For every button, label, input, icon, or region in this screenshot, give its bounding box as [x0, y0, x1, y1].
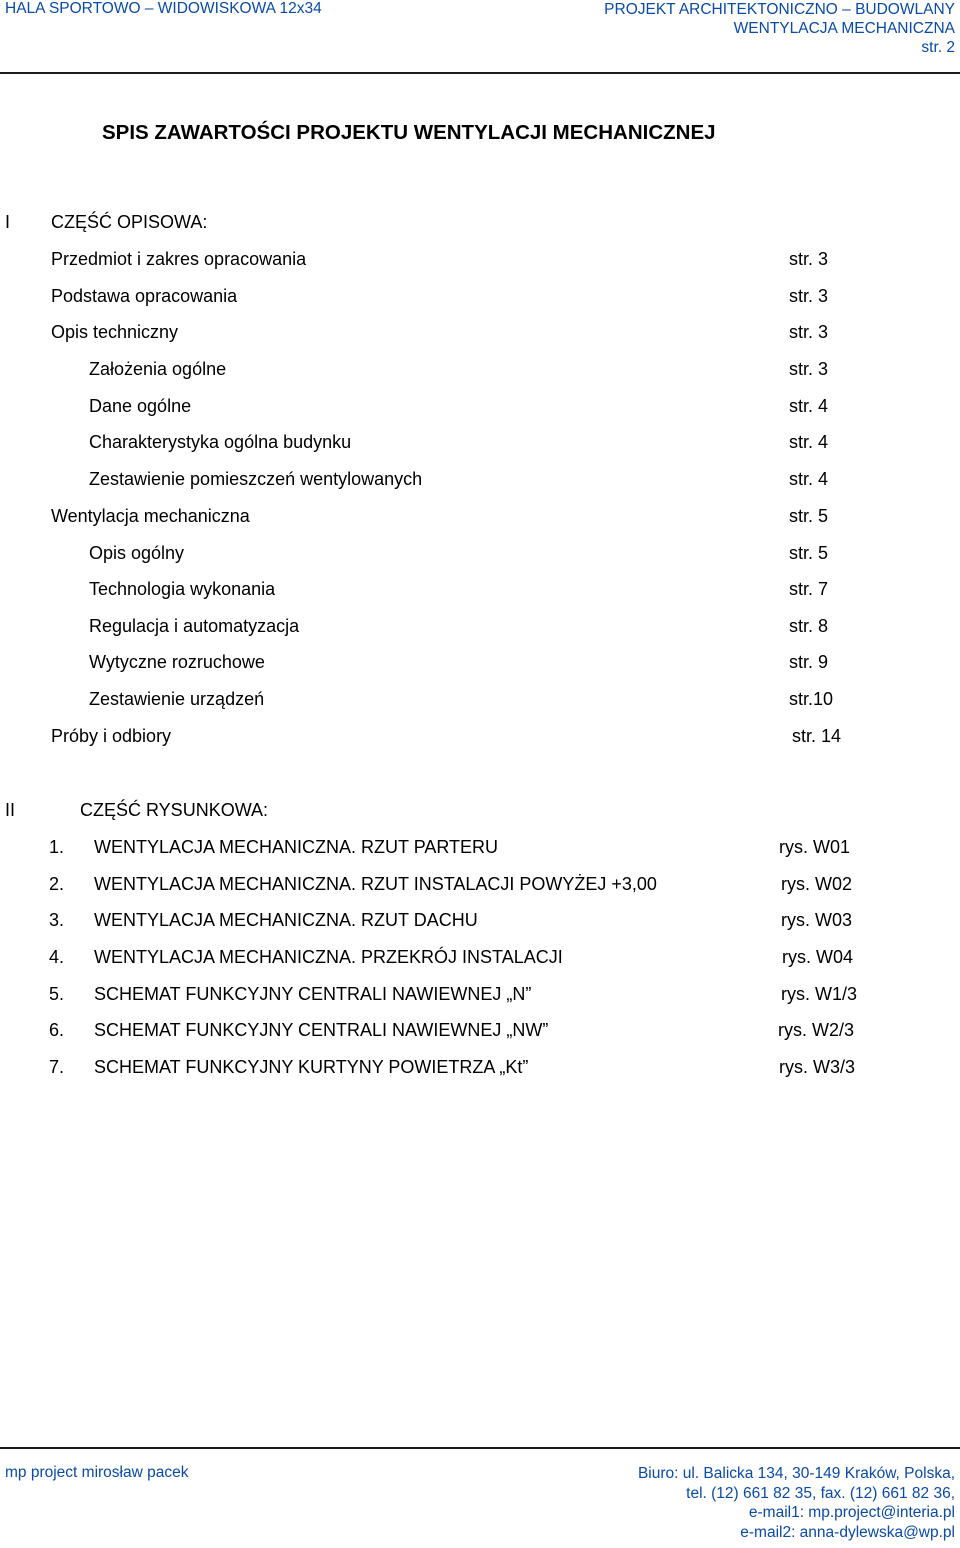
- toc-page: str. 4: [789, 469, 829, 489]
- drawing-ref: rys. W2/3: [778, 1020, 855, 1040]
- document-title: SPIS ZAWARTOŚCI PROJEKTU WENTYLACJI MECHANICZNEJ: [102, 121, 716, 144]
- toc-page: str. 7: [789, 579, 829, 599]
- toc-page: str. 4: [789, 432, 829, 452]
- toc-subitem: Technologia wykonania: [89, 579, 276, 599]
- toc-page: str. 3: [789, 359, 829, 379]
- drawing-title: SCHEMAT FUNKCYJNY CENTRALI NAWIEWNEJ „NW”: [94, 1020, 549, 1040]
- part1-heading: CZĘŚĆ OPISOWA:: [51, 212, 208, 232]
- toc-item: Podstawa opracowania: [51, 286, 238, 306]
- toc-subitem: Zestawienie urządzeń: [89, 689, 265, 709]
- footer-company: mp project mirosław pacek: [5, 1464, 189, 1481]
- toc-item: Wentylacja mechaniczna: [51, 506, 250, 526]
- drawing-ref: rys. W03: [781, 910, 853, 930]
- footer-email-2: e-mail2: anna-dylewska@wp.pl: [740, 1523, 955, 1541]
- toc-page: str. 5: [789, 543, 829, 563]
- drawing-title: WENTYLACJA MECHANICZNA. PRZEKRÓJ INSTALACJI: [94, 947, 563, 967]
- part2-heading: CZĘŚĆ RYSUNKOWA:: [80, 800, 269, 820]
- drawing-ref: rys. W01: [779, 837, 851, 857]
- drawing-number: 3.: [49, 910, 65, 930]
- footer-contact-block: [638, 1464, 955, 1542]
- toc-page: str. 8: [789, 616, 829, 636]
- toc-item: Opis techniczny: [51, 322, 179, 342]
- header-discipline: WENTYLACJA MECHANICZNA: [733, 20, 955, 37]
- toc-page: str.10: [789, 689, 834, 709]
- toc-item: Próby i odbiory: [51, 726, 172, 746]
- drawing-ref: rys. W02: [781, 874, 853, 894]
- header-right-block: [604, 0, 955, 57]
- footer-phone: tel. (12) 661 82 35, fax. (12) 661 82 36,: [686, 1484, 955, 1502]
- header-divider: [0, 72, 960, 74]
- toc-subitem: Opis ogólny: [89, 543, 185, 563]
- drawing-number: 6.: [49, 1020, 65, 1040]
- toc-subitem: Założenia ogólne: [89, 359, 227, 379]
- toc-page: str. 4: [789, 396, 829, 416]
- toc-subitem: Zestawienie pomieszczeń wentylowanych: [89, 469, 423, 489]
- header-page-number: str. 2: [921, 39, 955, 56]
- drawing-title: WENTYLACJA MECHANICZNA. RZUT PARTERU: [94, 837, 499, 857]
- toc-subitem: Charakterystyka ogólna budynku: [89, 432, 352, 452]
- toc-item: Przedmiot i zakres opracowania: [51, 249, 307, 269]
- drawing-number: 2.: [49, 874, 65, 894]
- drawing-title: SCHEMAT FUNKCYJNY CENTRALI NAWIEWNEJ „N”: [94, 984, 532, 1004]
- header-project-type: PROJEKT ARCHITEKTONICZNO – BUDOWLANY: [604, 1, 955, 18]
- part1-numeral: I: [5, 212, 11, 232]
- drawing-number: 5.: [49, 984, 65, 1004]
- drawing-number: 1.: [49, 837, 65, 857]
- drawing-ref: rys. W1/3: [781, 984, 858, 1004]
- drawing-number: 7.: [49, 1057, 65, 1077]
- toc-subitem: Wytyczne rozruchowe: [89, 652, 265, 672]
- toc-page: str. 3: [789, 322, 829, 342]
- toc-page: str. 3: [789, 286, 829, 306]
- header-left-title: HALA SPORTOWO – WIDOWISKOWA 12x34: [5, 0, 322, 17]
- toc-subitem: Dane ogólne: [89, 396, 192, 416]
- drawing-title: WENTYLACJA MECHANICZNA. RZUT INSTALACJI POWYŻEJ +3,00: [94, 874, 657, 894]
- toc-page: str. 5: [789, 506, 829, 526]
- drawing-title: SCHEMAT FUNKCYJNY KURTYNY POWIETRZA „Kt”: [94, 1057, 529, 1077]
- footer-address: Biuro: ul. Balicka 134, 30-149 Kraków, Polska,: [637, 1465, 955, 1482]
- drawing-title: WENTYLACJA MECHANICZNA. RZUT DACHU: [94, 910, 478, 930]
- footer-divider: [0, 1447, 960, 1449]
- toc-page: str. 9: [789, 652, 829, 672]
- part2-numeral: II: [5, 800, 16, 820]
- drawing-ref: rys. W04: [782, 947, 854, 967]
- drawing-number: 4.: [49, 947, 65, 967]
- toc-page: str. 14: [792, 726, 842, 746]
- toc-subitem: Regulacja i automatyzacja: [89, 616, 300, 636]
- footer-email-1: e-mail1: mp.project@interia.pl: [748, 1504, 955, 1521]
- toc-page: str. 3: [789, 249, 829, 269]
- drawing-ref: rys. W3/3: [779, 1057, 856, 1077]
